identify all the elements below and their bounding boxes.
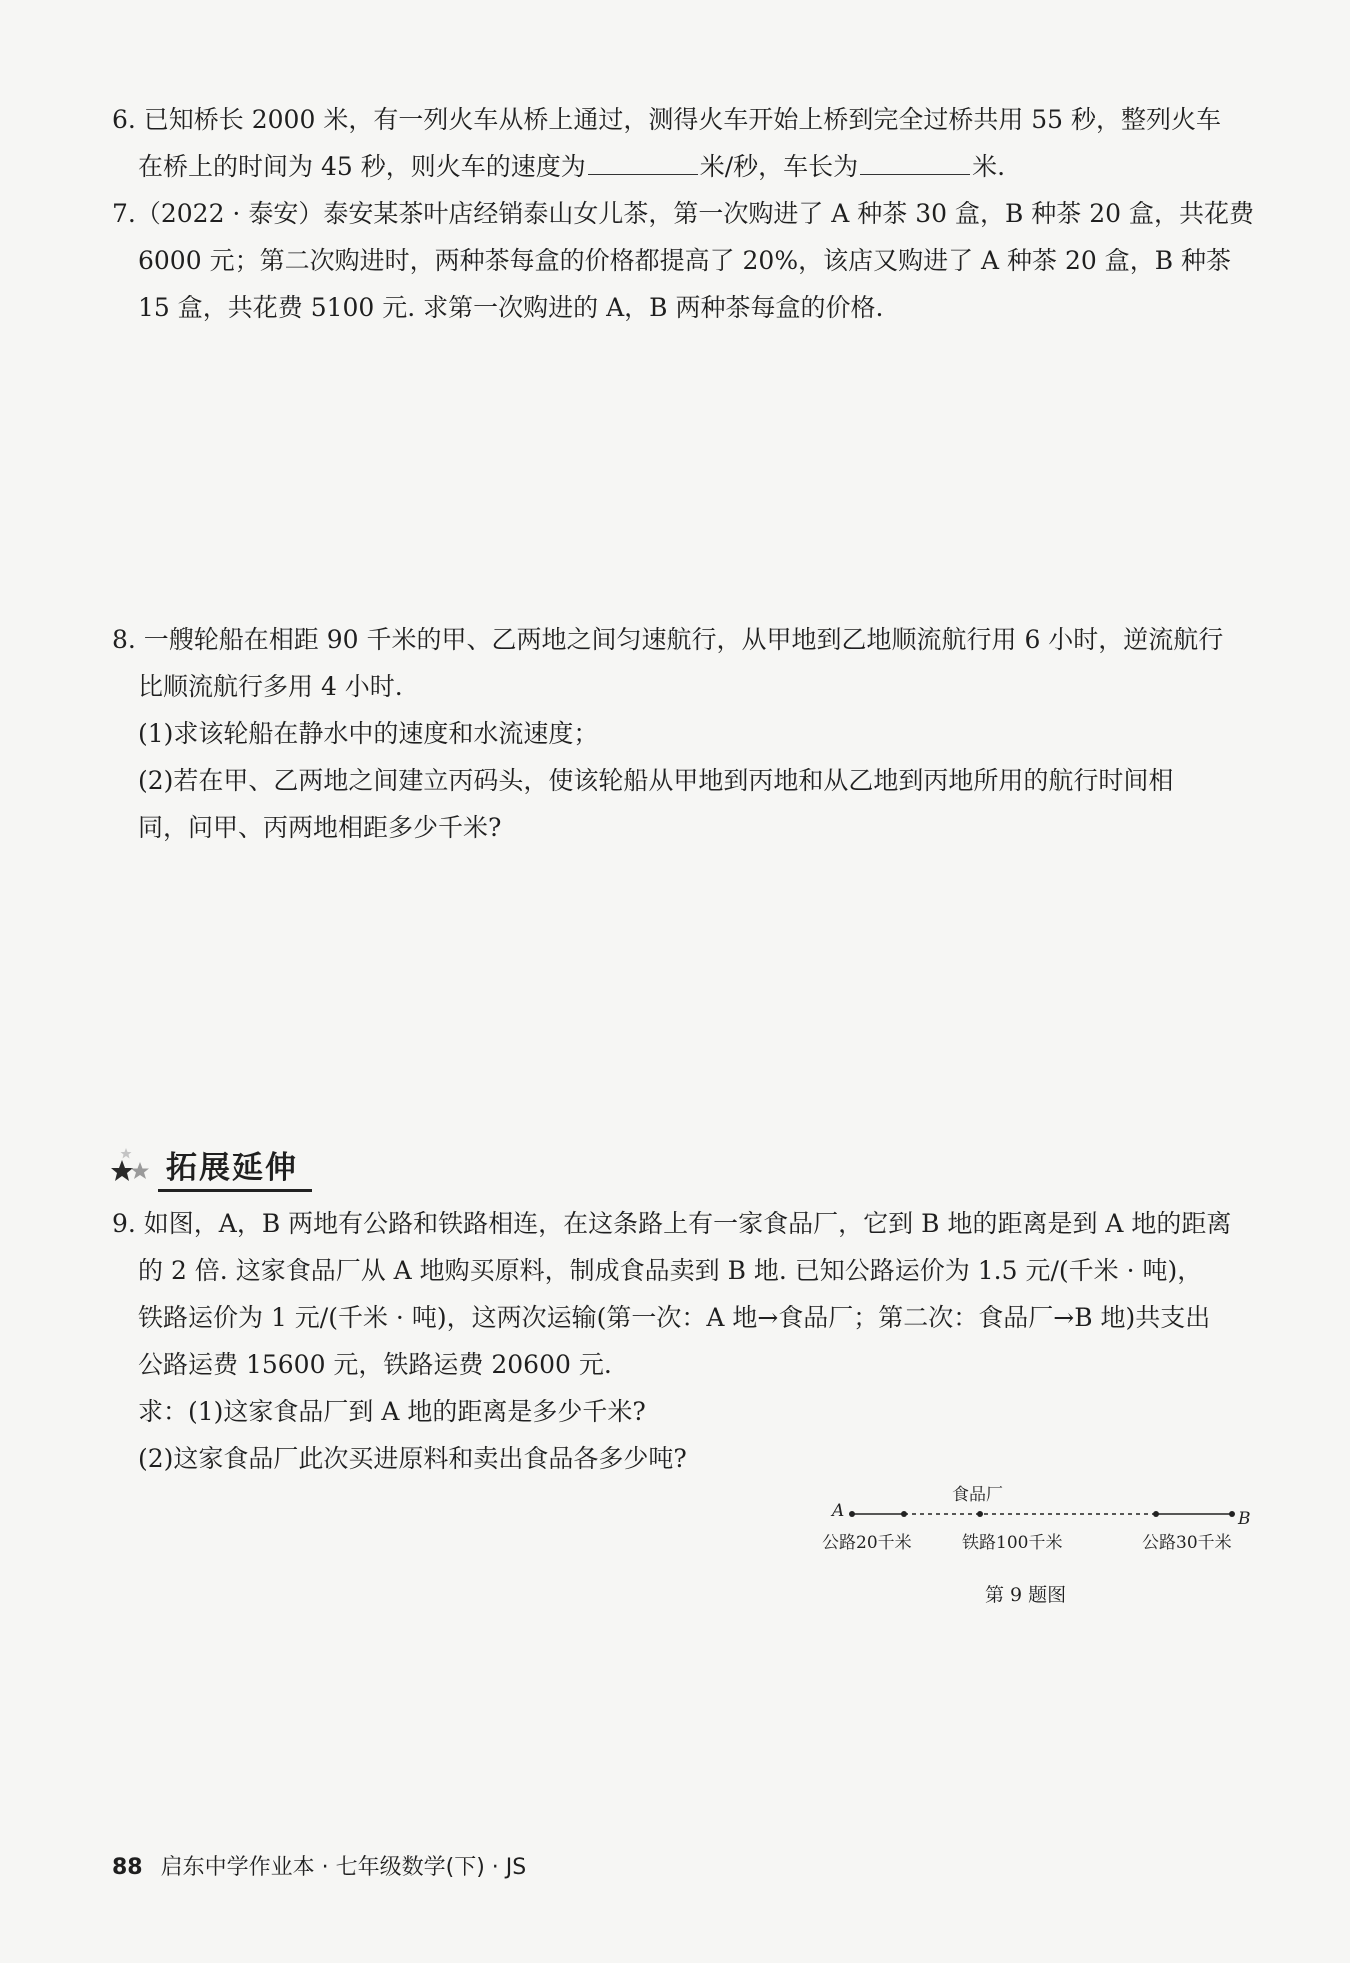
question-7-line-2: 6000 元；第二次购进时，两种茶每盒的价格都提高了 20%，该店又购进了 A 种茶 20 盒，B 种茶 — [138, 246, 1232, 275]
section-title: 拓展延伸 — [158, 1142, 312, 1192]
question-9 — [112, 1200, 1262, 1482]
question-9-part-1: 求：(1)这家食品厂到 A 地的距离是多少千米? — [138, 1397, 646, 1426]
question-8-line-5: 同，问甲、丙两地相距多少千米? — [138, 813, 502, 842]
stars-icon — [108, 1144, 164, 1190]
question-7 — [112, 190, 1262, 331]
section-heading — [108, 1140, 312, 1194]
label-rail: 铁路100千米 — [962, 1533, 1063, 1553]
figure-caption: 第 9 题图 — [985, 1584, 1067, 1606]
question-9-line-2: 的 2 倍. 这家食品厂从 A 地购买原料，制成食品卖到 B 地. 已知公路运价为 1.5 元/(千米 · 吨)， — [138, 1256, 1203, 1285]
question-8-line-2: 比顺流航行多用 4 小时. — [138, 672, 403, 701]
point-b — [1229, 1511, 1235, 1517]
question-6-text-b: 米/秒，车长为 — [699, 152, 859, 181]
question-8-line-1: 8. 一艘轮船在相距 90 千米的甲、乙两地之间匀速航行，从甲地到乙地顺流航行用 6 小时，逆流航行 — [112, 625, 1224, 654]
question-8-part-1: (1)求该轮船在静水中的速度和水流速度； — [138, 719, 599, 748]
question-9-line-3: 铁路运价为 1 元/(千米 · 吨)，这两次运输(第一次：A 地→食品厂；第二次：食品厂→B 地)共支出 — [138, 1303, 1211, 1332]
page-footer — [112, 1850, 526, 1881]
point-junction-2 — [1153, 1511, 1159, 1517]
point-a — [849, 1511, 855, 1517]
label-b: B — [1238, 1509, 1251, 1529]
question-7-line-3: 15 盒，共花费 5100 元. 求第一次购进的 A，B 两种茶每盒的价格. — [138, 293, 884, 322]
label-factory: 食品厂 — [952, 1485, 1003, 1505]
answer-blank-length[interactable] — [860, 150, 970, 175]
question-7-line-1: 7.（2022 · 泰安）泰安某茶叶店经销泰山女儿茶，第一次购进了 A 种茶 30 盒，B 种茶 20 盒，共花费 — [112, 199, 1254, 228]
page-number: 88 — [112, 1855, 143, 1880]
question-9-part-2: (2)这家食品厂此次买进原料和卖出食品各多少吨? — [138, 1444, 687, 1473]
point-junction-1 — [901, 1511, 907, 1517]
question-6-text-c: 米. — [972, 152, 1006, 181]
question-8-part-2: (2)若在甲、乙两地之间建立丙码头，使该轮船从甲地到丙地和从乙地到丙地所用的航行时间相 — [138, 766, 1174, 795]
label-a: A — [832, 1501, 845, 1521]
book-title: 启东中学作业本 · 七年级数学(下) · JS — [160, 1855, 527, 1880]
label-road-2: 公路30千米 — [1142, 1533, 1232, 1553]
question-6-line-1: 6. 已知桥长 2000 米，有一列火车从桥上通过，测得火车开始上桥到完全过桥共用 55 秒，整列火车 — [112, 105, 1222, 134]
answer-blank-speed[interactable] — [588, 150, 698, 175]
label-road-1: 公路20千米 — [822, 1533, 912, 1553]
question-6 — [112, 96, 1262, 190]
question-8 — [112, 616, 1262, 851]
question-6-line-2 — [112, 143, 1262, 190]
question-9-line-4: 公路运费 15600 元，铁路运费 20600 元. — [138, 1350, 612, 1379]
question-6-text-a: 在桥上的时间为 45 秒，则火车的速度为 — [138, 152, 586, 181]
question-9-line-1: 9. 如图，A，B 两地有公路和铁路相连，在这条路上有一家食品厂，它到 B 地的距离是到 A 地的距离 — [112, 1209, 1232, 1238]
point-factory — [977, 1511, 983, 1517]
